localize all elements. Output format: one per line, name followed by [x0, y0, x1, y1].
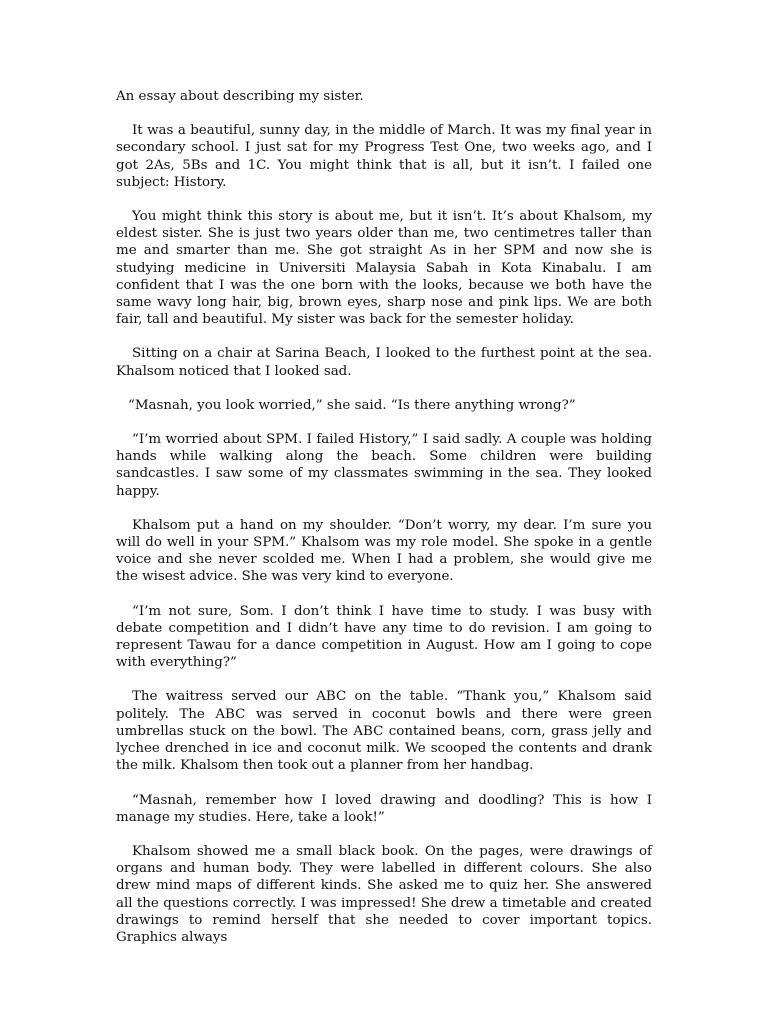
paragraph-10: Khalsom showed me a small black book. On the pages, were drawings of organs and human body. They were labelled in different colours. She also drew mind maps of different kinds. She asked me to quiz her. She answered all the questions correctly. I was impressed! She drew a timetable and created drawings to remind herself that she needed to cover important topics. Graphics always: [116, 843, 652, 945]
paragraph-2: You might think this story is about me, but it isn’t. It’s about Khalsom, my eldest sister. She is just two years older than me, two centimetres taller than me and smarter than me. She got straight As in her SPM and now she is studying medicine in Universiti Malaysia Sabah in Kota Kinabalu. I am confident that I was the one born with the looks, because we both have the same wavy long hair, big, brown eyes, sharp nose and pink lips. We are both fair, tall and beautiful. My sister was back for the semester holiday.: [116, 209, 652, 328]
paragraph-7: “I’m not sure, Som. I don’t think I have time to study. I was busy with debate competition and I didn’t have any time to do revision. I am going to represent Tawau for a dance competition in August. How am I going to cope with everything?”: [116, 603, 652, 671]
paragraph-6: Khalsom put a hand on my shoulder. “Don’t worry, my dear. I’m sure you will do well in your SPM.” Khalsom was my role model. She spoke in a gentle voice and she never scolded me. When I had a problem, she would give me the wisest advice. She was very kind to everyone.: [116, 517, 652, 585]
essay-title: An essay about describing my sister.: [116, 89, 364, 104]
paragraph-4: “Masnah, you look worried,” she said. “Is there anything wrong?”: [128, 397, 576, 413]
essay-body: [116, 88, 652, 963]
paragraph-5: “I’m worried about SPM. I failed History,” I said sadly. A couple was holding hands while walking along the beach. Some children were building sandcastles. I saw some of my classmates swimming in the sea. They looked happy.: [116, 432, 652, 499]
paragraph-9: “Masnah, remember how I loved drawing and doodling? This is how I manage my studies. Here, take a look!”: [116, 792, 652, 825]
paragraph-8: The waitress served our ABC on the table. “Thank you,” Khalsom said politely. The ABC was served in coconut bowls and there were green umbrellas stuck on the bowl. The ABC contained beans, corn, grass jelly and lychee drenched in ice and coconut milk. We scooped the contents and drank the milk. Khalsom then took out a planner from her handbag.: [116, 689, 652, 774]
paragraph-3: Sitting on a chair at Sarina Beach, I looked to the furthest point at the sea. Khalsom noticed that I looked sad.: [116, 346, 652, 379]
paragraph-1: It was a beautiful, sunny day, in the middle of March. It was my final year in secondary school. I just sat for my Progress Test One, two weeks ago, and I got 2As, 5Bs and 1C. You might think that is all, but it isn’t. I failed one subject: History.: [116, 123, 652, 190]
